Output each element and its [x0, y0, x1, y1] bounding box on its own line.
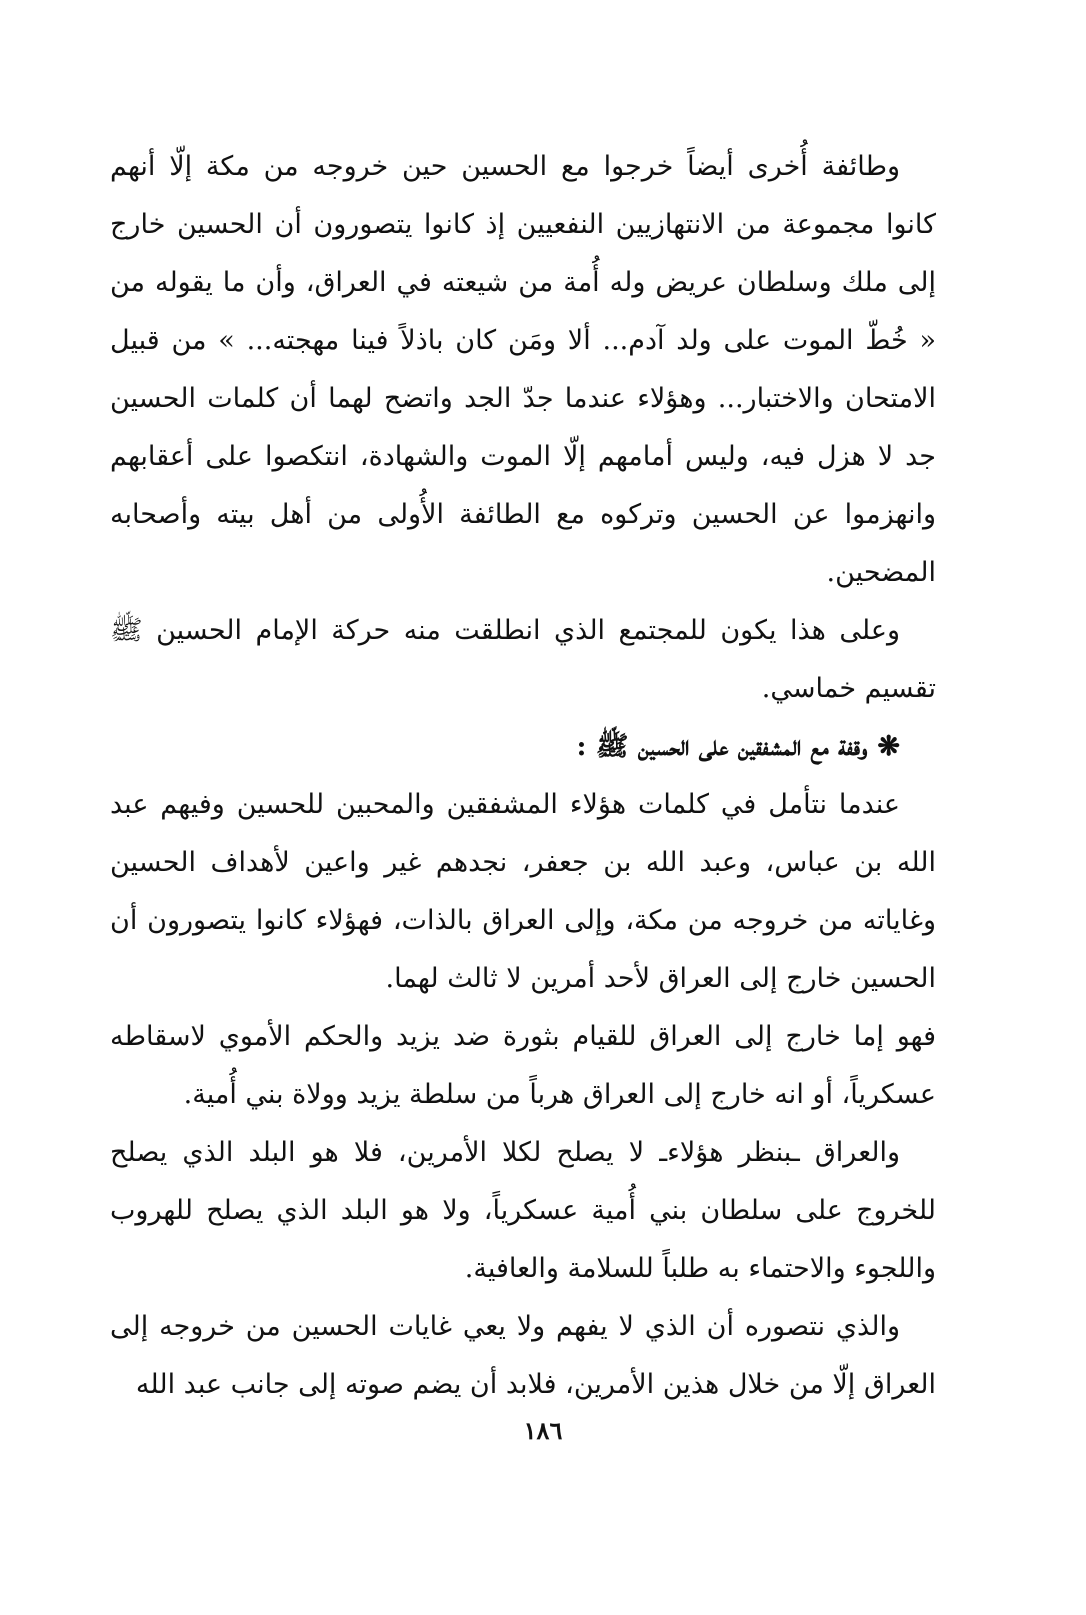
section-heading	[110, 718, 936, 776]
paragraph-sympathizers: عندما نتأمل في كلمات هؤلاء المشفقين والمحبين للحسين وفيهم عبد الله بن عباس، وعبد الله بن جعفر، نجدهم غير واعين لأهداف الحسين وغاياته من خروجه من مكة، وإلى العراق بالذات، فهؤلاء كانوا يتصورون أن الحسين خارج إلى العراق لأحد أمرين لا ثالث لهما.	[110, 789, 936, 994]
page-body	[110, 138, 936, 1414]
page-number: ١٨٦	[523, 1416, 563, 1445]
paragraph-second-group: وطائفة أُخرى أيضاً خرجوا مع الحسين حين خروجه من مكة إلّا أنهم كانوا مجموعة من الانتهازيين النفعيين إذ كانوا يتصورون أن الحسين خارج إلى ملك وسلطان عريض وله أُمة من شيعته في العراق، وأن ما يقوله من « خُطّ الموت على ولد آدم... ألا ومَن كان باذلاً فينا مهجته... » من قبيل الامتحان والاختبار... وهؤلاء عندما جدّ الجد واتضح لهما أن كلمات الحسين جد لا هزل فيه، وليس أمامهم إلّا الموت والشهادة، انتكصوا على أعقابهم وانهزموا عن الحسين وتركوه مع الطائفة الأُولى من أهل بيته وأصحابه المضحين.	[110, 151, 936, 588]
star-bullet-icon: ❋	[877, 731, 900, 762]
paragraph-two-options: فهو إما خارج إلى العراق للقيام بثورة ضد يزيد والحكم الأموي لاسقاطه عسكرياً، أو انه خارج إلى العراق هرباً من سلطة يزيد وولاة بني أُمية.	[110, 1021, 936, 1110]
paragraph-five-part-division: وعلى هذا يكون للمجتمع الذي انطلقت منه حركة الإمام الحسين ﷺ تقسيم خماسي.	[110, 615, 936, 704]
paragraph-our-view: والذي نتصوره أن الذي لا يفهم ولا يعي غايات الحسين من خروجه إلى العراق إلّا من خلال هذين الأمرين، فلابد أن يضم صوته إلى جانب عبد الله	[110, 1311, 936, 1400]
section-heading-text: وقفة مع المشفقين على الحسين ﷺ :	[576, 731, 868, 762]
paragraph-iraq-view: والعراق ـبنظر هؤلاءـ لا يصلح لكلا الأمرين، فلا هو البلد الذي يصلح للخروج على سلطان بني أُمية عسكرياً، ولا هو البلد الذي يصلح للهروب واللجوء والاحتماء به طلباً للسلامة والعافية.	[110, 1137, 936, 1284]
